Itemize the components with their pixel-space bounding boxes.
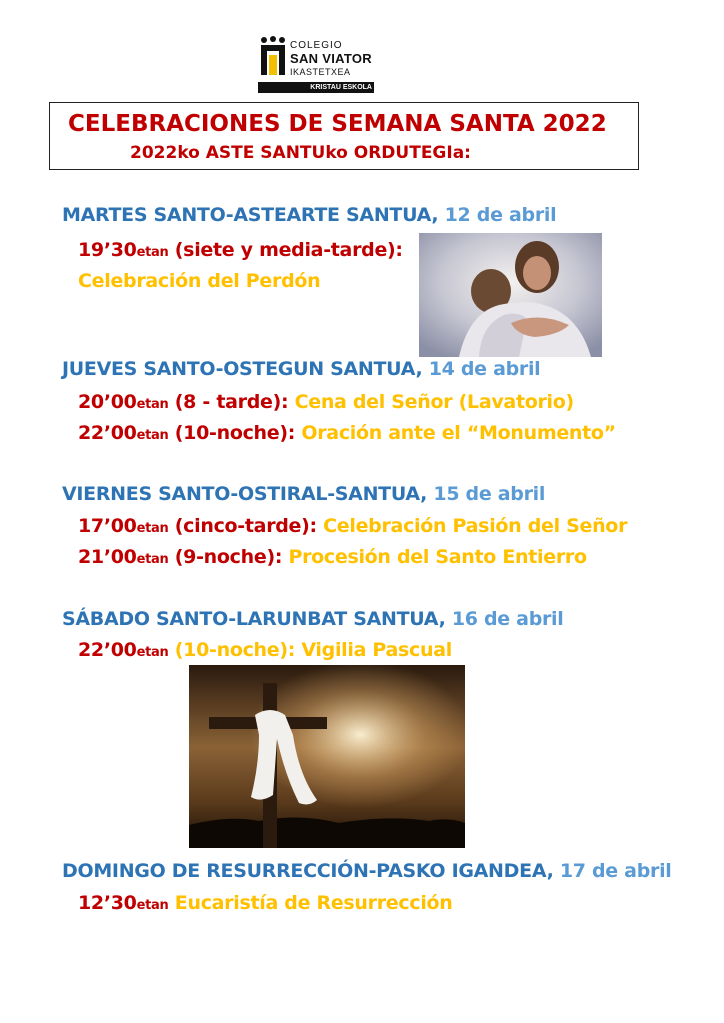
event-label: Celebración del Perdón — [78, 270, 321, 292]
event-line — [78, 639, 452, 661]
event-time: 22’00 — [78, 639, 137, 661]
event-etan: etan — [136, 428, 169, 443]
event-line — [78, 515, 627, 537]
section-title: MARTES SANTO-ASTEARTE SANTUA, — [62, 204, 439, 226]
section-heading-martes — [62, 204, 556, 226]
embrace-image — [419, 233, 602, 357]
event-time: 21’00 — [78, 546, 137, 568]
event-etan: etan — [136, 397, 169, 412]
page-title: CELEBRACIONES DE SEMANA SANTA 2022 — [68, 111, 607, 137]
people-logo-icon — [260, 36, 286, 76]
logo-line-colegio: COLEGIO — [290, 40, 343, 51]
event-label: (10-noche): Vigilia Pascual — [174, 639, 452, 661]
title-box — [49, 102, 639, 170]
event-time: 20’00 — [78, 391, 137, 413]
event-time: 19’30 — [78, 239, 137, 261]
event-etan: etan — [136, 645, 169, 660]
event-desc: (8 - tarde): — [174, 391, 289, 413]
event-etan: etan — [136, 521, 169, 536]
cross-image — [189, 665, 465, 848]
event-desc: (cinco-tarde): — [174, 515, 317, 537]
event-time: 17’00 — [78, 515, 137, 537]
logo-line-name: SAN VIATOR — [290, 51, 372, 66]
event-label: Oración ante el “Monumento” — [301, 422, 616, 444]
event-etan: etan — [136, 898, 169, 913]
logo-line-ikastetxea: IKASTETXEA — [290, 67, 351, 77]
section-date: 16 de abril — [451, 608, 564, 630]
school-logo — [258, 34, 376, 94]
event-desc: (10-noche): — [174, 422, 296, 444]
section-date: 15 de abril — [433, 483, 546, 505]
section-title: JUEVES SANTO-OSTEGUN SANTUA, — [62, 358, 423, 380]
section-date: 17 de abril — [559, 860, 672, 882]
event-line — [78, 270, 320, 292]
section-title: VIERNES SANTO-OSTIRAL-SANTUA, — [62, 483, 428, 505]
section-date: 12 de abril — [444, 204, 557, 226]
event-line — [78, 892, 453, 914]
event-line — [78, 391, 574, 413]
event-label: Procesión del Santo Entierro — [288, 546, 587, 568]
section-title: DOMINGO DE RESURRECCIÓN-PASKO IGANDEA, — [62, 860, 554, 882]
event-label: Cena del Señor (Lavatorio) — [294, 391, 574, 413]
page-subtitle: 2022ko ASTE SANTUko ORDUTEGIa: — [130, 143, 471, 163]
event-line — [78, 422, 616, 444]
section-heading-sabado — [62, 608, 564, 630]
section-heading-jueves — [62, 358, 540, 380]
event-line — [78, 239, 403, 261]
event-etan: etan — [136, 552, 169, 567]
section-date: 14 de abril — [428, 358, 541, 380]
event-desc: (9-noche): — [174, 546, 283, 568]
section-heading-domingo — [62, 860, 672, 882]
event-time: 12’30 — [78, 892, 137, 914]
event-label: Celebración Pasión del Señor — [323, 515, 628, 537]
event-label: Eucaristía de Resurrección — [174, 892, 453, 914]
logo-bar: KRISTAU ESKOLA — [258, 82, 374, 93]
section-heading-viernes — [62, 483, 545, 505]
event-line — [78, 546, 587, 568]
section-title: SÁBADO SANTO-LARUNBAT SANTUA, — [62, 608, 446, 630]
event-time: 22’00 — [78, 422, 137, 444]
event-etan: etan — [136, 245, 169, 260]
event-desc: (siete y media-tarde): — [174, 239, 403, 261]
